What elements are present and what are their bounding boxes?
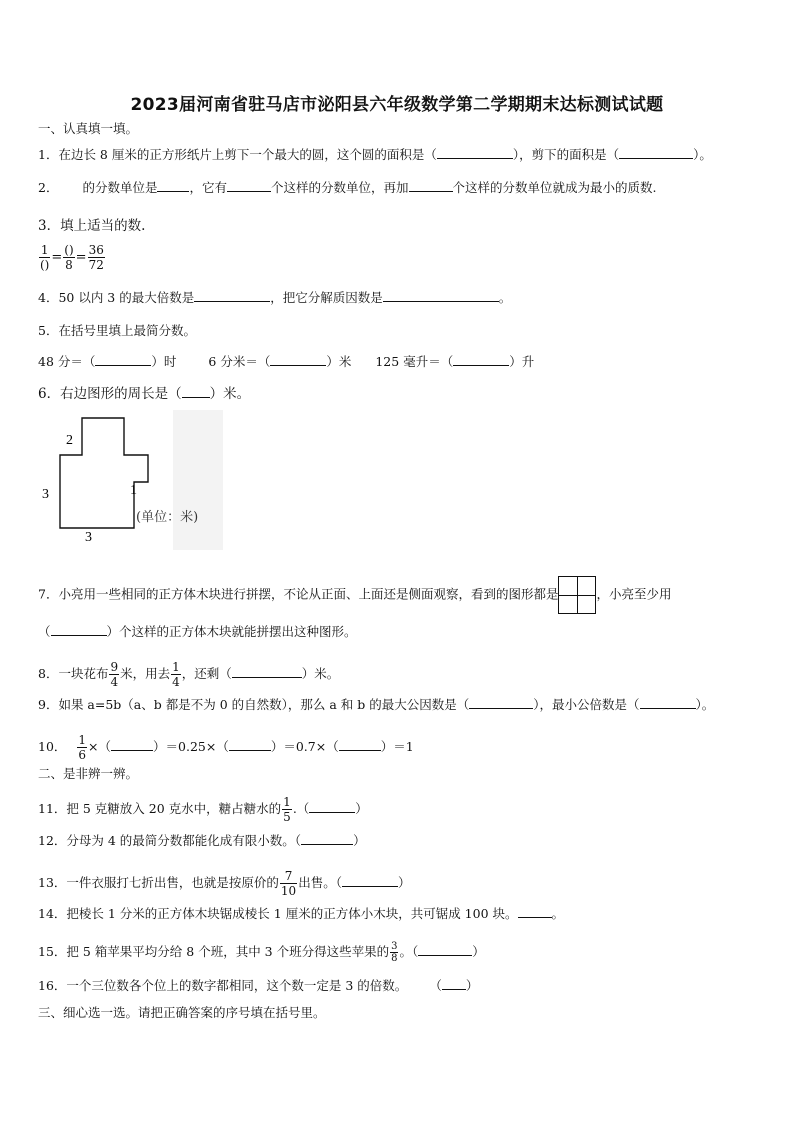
q15-text-a: 把 5 箱苹果平均分给 8 个班，其中 3 个班分得这些苹果的 bbox=[66, 944, 390, 959]
question-5 bbox=[38, 323, 196, 339]
q8-frac2-den: 4 bbox=[172, 675, 180, 689]
q13-text-a: 一件衣服打七折出售，也就是按原价的 bbox=[66, 875, 279, 890]
q6-unit-label: (单位：米) bbox=[136, 510, 199, 525]
q8-text-c: ，还剩（ bbox=[181, 666, 232, 681]
q11-blank[interactable] bbox=[309, 801, 355, 813]
q10-text-4: ）＝1 bbox=[380, 739, 414, 754]
q5-item-b: 6 分米＝（ bbox=[208, 354, 271, 369]
q15-blank[interactable] bbox=[418, 944, 472, 956]
q3-equals-1: = bbox=[51, 250, 63, 265]
q5-item-a-end: ）时 bbox=[151, 354, 177, 369]
q10-number: 10． bbox=[38, 739, 67, 754]
question-3 bbox=[38, 218, 145, 234]
q14-text-a: 把棱长 1 分米的正方体木块锯成棱长 1 厘米的正方体小木块，共可锯成 100 块。 bbox=[66, 906, 518, 921]
q3-number: 3． bbox=[38, 218, 61, 234]
q9-blank-2[interactable] bbox=[640, 697, 696, 709]
q10-frac-den: 6 bbox=[78, 748, 87, 762]
q1-text-a: 在边长 8 厘米的正方形纸片上剪下一个最大的圆，这个圆的面积是（ bbox=[58, 147, 437, 162]
question-16 bbox=[38, 978, 478, 994]
question-12 bbox=[38, 833, 366, 849]
q5-blank-b[interactable] bbox=[270, 354, 326, 366]
q8-frac1-num: 9 bbox=[110, 660, 119, 674]
q2-blank-1[interactable] bbox=[157, 180, 189, 192]
question-7-continued bbox=[38, 624, 357, 640]
question-2 bbox=[38, 180, 656, 196]
q10-text-3: ）＝0.7×（ bbox=[270, 739, 339, 754]
q9-blank-1[interactable] bbox=[469, 697, 533, 709]
q12-blank[interactable] bbox=[301, 833, 353, 845]
q11-frac-den: 5 bbox=[283, 810, 291, 824]
q3-fraction-3 bbox=[88, 243, 105, 272]
q13-text-c: ） bbox=[397, 875, 411, 890]
question-15 bbox=[38, 941, 485, 964]
question-5-items bbox=[38, 354, 534, 370]
q3-text: 填上适当的数. bbox=[60, 218, 146, 234]
page-title: 2023届河南省驻马店市泌阳县六年级数学第二学期期末达标测试试题 bbox=[130, 95, 664, 115]
question-7 bbox=[38, 576, 671, 614]
q8-fraction-2 bbox=[171, 660, 181, 689]
q3-frac1-num: 1 bbox=[40, 243, 49, 257]
q10-fraction bbox=[77, 733, 87, 762]
q9-text-a: 如果 a=5b（a、b 都是不为 0 的自然数），那么 a 和 b 的最大公因数是（ bbox=[58, 697, 470, 712]
q7b-text-a: （ bbox=[38, 624, 51, 639]
q15-frac-den: 8 bbox=[391, 953, 398, 964]
q16-blank[interactable] bbox=[442, 978, 466, 990]
q10-blank-1[interactable] bbox=[111, 739, 153, 751]
q14-blank[interactable] bbox=[518, 906, 552, 918]
q6-blank[interactable] bbox=[182, 386, 210, 398]
q6-text-a: 右边图形的周长是（ bbox=[60, 386, 182, 402]
q13-frac-num: 7 bbox=[280, 869, 297, 884]
q9-text-c: ）。 bbox=[695, 697, 715, 712]
q11-text-c: ） bbox=[355, 801, 368, 816]
q15-number: 15． bbox=[38, 944, 67, 959]
q3-fraction-1 bbox=[39, 243, 50, 272]
q16-text-a: 一个三位数各个位上的数字都相同，这个数一定是 3 的倍数。 bbox=[66, 978, 408, 993]
q13-blank[interactable] bbox=[342, 875, 398, 887]
q8-number: 8． bbox=[38, 666, 59, 681]
question-10 bbox=[38, 733, 414, 762]
q1-number: 1． bbox=[38, 147, 59, 162]
question-8 bbox=[38, 660, 339, 689]
q8-fraction-1 bbox=[109, 660, 119, 689]
q8-blank[interactable] bbox=[232, 666, 302, 678]
q5-text: 在括号里填上最简分数。 bbox=[58, 323, 196, 338]
q15-text-b: 。（ bbox=[399, 944, 419, 959]
question-1 bbox=[38, 147, 712, 163]
q13-text-b: 出售。（ bbox=[298, 875, 342, 890]
q3-frac2-den: 8 bbox=[65, 258, 73, 272]
q7-text-a: 小亮用一些相同的正方体木块进行拼摆，不论从正面、上面还是侧面观察，看到的图形都是 bbox=[58, 586, 559, 602]
q2-text-b: ，它有 bbox=[189, 180, 227, 195]
q5-item-c: 125 毫升＝（ bbox=[375, 354, 454, 369]
q6-number: 6． bbox=[38, 386, 61, 402]
q4-number: 4． bbox=[38, 290, 59, 305]
q6-label-right: 1 bbox=[130, 483, 137, 498]
section-1-heading: 一、认真填一填。 bbox=[38, 121, 139, 136]
q11-text-a: 把 5 克糖放入 20 克水中，糖占糖水的 bbox=[66, 801, 282, 816]
q3-frac2-num[interactable]: () bbox=[64, 243, 74, 257]
q15-frac-num: 3 bbox=[391, 941, 398, 952]
q8-text-d: ）米。 bbox=[301, 666, 340, 681]
q11-text-b: .（ bbox=[292, 801, 310, 816]
q5-blank-c[interactable] bbox=[453, 354, 509, 366]
q6-label-left: 3 bbox=[42, 487, 49, 502]
q12-text-b: ） bbox=[353, 833, 366, 848]
q4-text-a: 50 以内 3 的最大倍数是 bbox=[58, 290, 195, 305]
q3-equals-2: = bbox=[75, 250, 87, 265]
q3-frac1-den[interactable]: () bbox=[40, 258, 50, 272]
question-4 bbox=[38, 290, 511, 306]
q10-text-2: ）＝0.25×（ bbox=[153, 739, 229, 754]
q2-text-d: 个这样的分数单位就成为最小的质数. bbox=[452, 180, 657, 195]
q6-text-b: ）米。 bbox=[209, 386, 251, 402]
q11-number: 11． bbox=[38, 801, 67, 816]
q16-text-c: ） bbox=[465, 978, 479, 993]
q4-text-c: 。 bbox=[498, 290, 512, 305]
q3-equation bbox=[38, 243, 106, 272]
question-6 bbox=[38, 386, 250, 402]
q7b-text-b: ）个这样的正方体木块就能拼摆出这种图形。 bbox=[106, 624, 357, 639]
q5-number: 5． bbox=[38, 323, 59, 338]
q4-blank-2[interactable] bbox=[383, 290, 499, 302]
q15-fraction bbox=[390, 941, 398, 964]
q9-number: 9． bbox=[38, 697, 59, 712]
q6-label-top: 2 bbox=[66, 433, 73, 448]
q16-text-b: （ bbox=[429, 978, 442, 993]
q5-item-c-end: ）升 bbox=[509, 354, 535, 369]
section-3-heading: 三、细心选一选。请把正确答案的序号填在括号里。 bbox=[38, 1005, 326, 1020]
q11-fraction bbox=[282, 795, 292, 824]
q8-frac2-num: 1 bbox=[172, 660, 180, 674]
q13-fraction bbox=[280, 869, 297, 898]
q8-text-a: 一块花布 bbox=[58, 666, 109, 681]
q3-frac3-den: 72 bbox=[88, 258, 104, 272]
question-9 bbox=[38, 697, 714, 713]
q3-fraction-2 bbox=[63, 243, 74, 272]
q16-number: 16． bbox=[38, 978, 67, 993]
q13-frac-den: 10 bbox=[280, 884, 297, 898]
q9-text-b: ），最小公倍数是（ bbox=[533, 697, 640, 712]
q14-text-b: 。 bbox=[551, 906, 565, 921]
q15-text-c: ） bbox=[472, 944, 485, 959]
q8-frac1-den: 4 bbox=[110, 675, 119, 689]
q2-text-c: 个这样的分数单位，再加 bbox=[270, 180, 409, 195]
q8-text-b: 米，用去 bbox=[120, 666, 171, 681]
q1-blank-2[interactable] bbox=[619, 147, 693, 159]
q6-watermark-block bbox=[173, 410, 223, 550]
q2-blank-3[interactable] bbox=[409, 180, 453, 192]
q6-perimeter-figure bbox=[38, 410, 228, 560]
q10-blank-2[interactable] bbox=[229, 739, 271, 751]
q7-grid-figure bbox=[558, 576, 596, 614]
q7-number: 7． bbox=[38, 586, 59, 602]
q10-blank-3[interactable] bbox=[339, 739, 381, 751]
question-11 bbox=[38, 795, 368, 824]
q4-blank-1[interactable] bbox=[194, 290, 270, 302]
q6-label-bottom: 3 bbox=[85, 530, 92, 545]
q13-number: 13． bbox=[38, 875, 67, 890]
question-14 bbox=[38, 906, 564, 922]
q5-item-b-end: ）米 bbox=[326, 354, 352, 369]
section-2-heading: 二、是非辨一辨。 bbox=[38, 766, 139, 781]
q2-blank-2[interactable] bbox=[227, 180, 271, 192]
q4-text-b: ，把它分解质因数是 bbox=[270, 290, 383, 305]
q5-blank-a[interactable] bbox=[95, 354, 151, 366]
q12-number: 12． bbox=[38, 833, 67, 848]
q2-number: 2． bbox=[38, 180, 59, 195]
q1-text-c: ）。 bbox=[693, 147, 712, 162]
q12-text-a: 分母为 4 的最简分数都能化成有限小数。（ bbox=[66, 833, 302, 848]
q14-number: 14． bbox=[38, 906, 67, 921]
q7-blank[interactable] bbox=[51, 624, 107, 636]
q10-text-1: ×（ bbox=[88, 739, 112, 754]
q1-text-b: ），剪下的面积是（ bbox=[512, 147, 620, 162]
q6-shape-outline bbox=[60, 418, 148, 528]
q7-text-b: ，小亮至少用 bbox=[596, 586, 672, 602]
q1-blank-1[interactable] bbox=[437, 147, 513, 159]
q5-item-a: 48 分＝（ bbox=[38, 354, 96, 369]
q2-text-a: 的分数单位是 bbox=[82, 180, 158, 195]
q3-frac3-num: 36 bbox=[88, 243, 104, 257]
question-13 bbox=[38, 869, 410, 898]
q11-frac-num: 1 bbox=[283, 795, 291, 809]
q10-frac-num: 1 bbox=[78, 733, 87, 747]
